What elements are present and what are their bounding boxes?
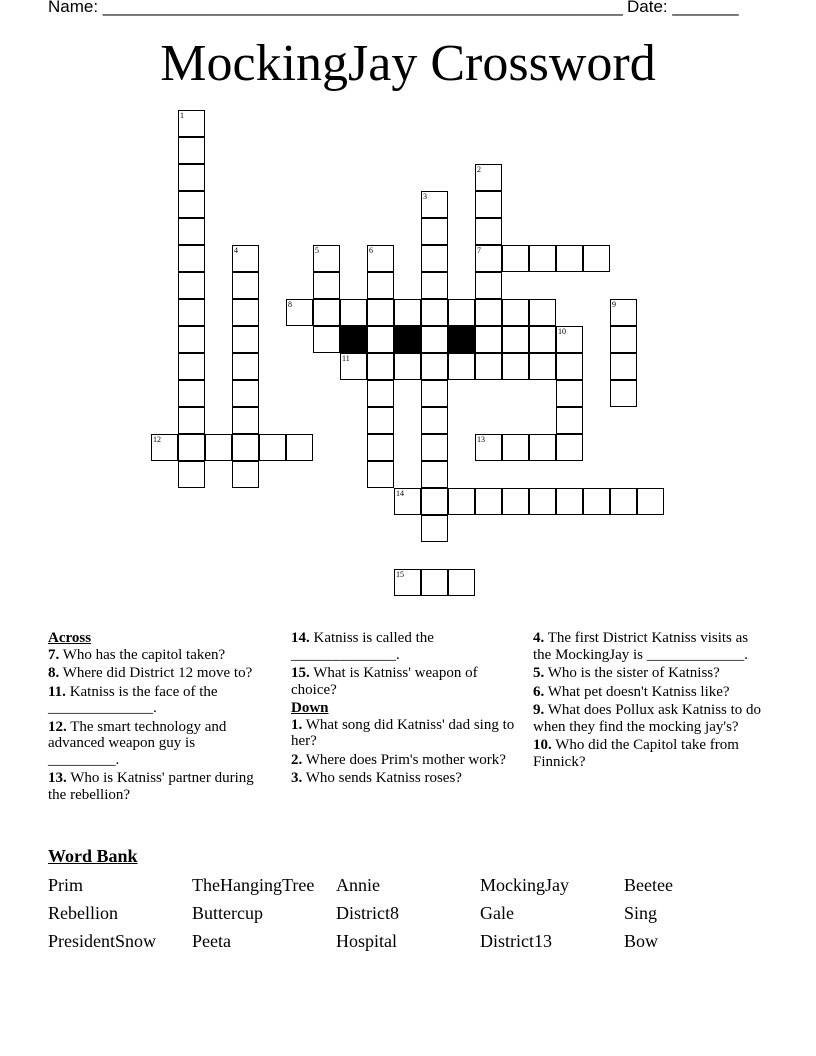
word-bank-item: Annie [336, 875, 380, 895]
grid-cell[interactable] [151, 434, 178, 461]
grid-cell[interactable] [367, 326, 394, 353]
grid-cell[interactable] [178, 380, 205, 407]
clue-text: Who is Katniss' partner during the rebellion? [48, 770, 254, 803]
clue-item [291, 752, 516, 769]
clue-number: 1 [180, 111, 184, 120]
grid-cell[interactable] [610, 380, 637, 407]
clues-column-2 [291, 630, 516, 789]
grid-cell[interactable] [502, 434, 529, 461]
word-bank-item: District13 [480, 931, 552, 951]
grid-cell[interactable] [502, 299, 529, 326]
grid-cell[interactable] [178, 353, 205, 380]
grid-cell[interactable] [610, 488, 637, 515]
grid-cell[interactable] [421, 488, 448, 515]
word-bank-item: District8 [336, 903, 399, 923]
word-bank-item: Rebellion [48, 903, 118, 923]
clue-text: Where did District 12 move to? [59, 665, 253, 681]
across-clue-list [48, 647, 268, 804]
grid-cell[interactable] [286, 434, 313, 461]
grid-cell[interactable] [313, 299, 340, 326]
grid-cell[interactable] [421, 245, 448, 272]
grid-cell[interactable] [421, 272, 448, 299]
grid-cell-blocked [394, 326, 421, 353]
grid-cell[interactable] [367, 407, 394, 434]
clue-number: 9 [612, 300, 616, 309]
grid-cell[interactable] [232, 407, 259, 434]
grid-cell[interactable] [421, 299, 448, 326]
clue-item [48, 719, 268, 769]
clue-item [533, 684, 763, 701]
grid-cell[interactable] [178, 191, 205, 218]
clue-number: 9. [533, 702, 545, 718]
grid-cell[interactable] [610, 299, 637, 326]
grid-cell[interactable] [178, 272, 205, 299]
grid-cell[interactable] [448, 569, 475, 596]
grid-cell[interactable] [475, 353, 502, 380]
grid-cell[interactable] [340, 299, 367, 326]
clue-number: 8. [48, 665, 60, 681]
clue-item [48, 647, 268, 664]
grid-cell[interactable] [556, 380, 583, 407]
word-bank-item: Sing [624, 903, 658, 923]
grid-cell[interactable] [475, 272, 502, 299]
grid-cell[interactable] [286, 299, 313, 326]
grid-cell[interactable] [232, 272, 259, 299]
clue-text: What pet doesn't Katniss like? [544, 683, 730, 700]
clue-number: 13. [48, 770, 67, 786]
clue-number: 11. [48, 683, 66, 700]
grid-cell[interactable] [475, 191, 502, 218]
across-clue-list-continued [291, 630, 516, 698]
clue-item [533, 737, 763, 770]
word-bank-item: PresidentSnow [48, 931, 156, 951]
grid-cell[interactable] [313, 326, 340, 353]
grid-cell[interactable] [232, 353, 259, 380]
down-heading: Down [291, 700, 329, 716]
clue-number: 7 [477, 246, 481, 255]
clue-number: 4 [234, 246, 238, 255]
grid-cell[interactable] [205, 434, 232, 461]
clue-item [48, 684, 268, 717]
grid-cell[interactable] [178, 218, 205, 245]
grid-cell[interactable] [232, 326, 259, 353]
clue-text: Who did the Capitol take from Finnick? [533, 737, 739, 770]
grid-cell[interactable] [556, 407, 583, 434]
grid-cell[interactable] [367, 245, 394, 272]
grid-cell[interactable] [313, 245, 340, 272]
word-bank-item: Buttercup [192, 903, 263, 923]
grid-cell[interactable] [529, 245, 556, 272]
grid-cell[interactable] [367, 461, 394, 488]
grid-cell[interactable] [475, 434, 502, 461]
page-title: MockingJay Crossword [160, 35, 656, 92]
grid-cell[interactable] [421, 569, 448, 596]
grid-cell[interactable] [502, 245, 529, 272]
clue-item [533, 702, 763, 735]
grid-cell[interactable] [367, 353, 394, 380]
clue-item [533, 665, 763, 682]
grid-cell[interactable] [421, 434, 448, 461]
grid-cell[interactable] [232, 245, 259, 272]
clue-item [48, 770, 268, 803]
grid-cell[interactable] [421, 191, 448, 218]
clue-number: 6 [369, 246, 373, 255]
grid-cell-blocked [448, 326, 475, 353]
clue-number: 5 [315, 246, 319, 255]
date-line: Date: _______ [627, 0, 739, 16]
word-bank-item: Peeta [192, 931, 231, 951]
grid-cell[interactable] [475, 218, 502, 245]
clue-number: 10 [558, 327, 566, 336]
word-bank-item: MockingJay [480, 875, 569, 895]
clues-column-3 [533, 630, 763, 772]
grid-cell[interactable] [394, 299, 421, 326]
grid-cell[interactable] [475, 488, 502, 515]
grid-cell[interactable] [475, 326, 502, 353]
grid-cell[interactable] [583, 488, 610, 515]
name-line: Name: _______________________________________________________ [48, 0, 623, 16]
grid-cell[interactable] [178, 461, 205, 488]
grid-cell[interactable] [178, 137, 205, 164]
clue-number: 14. [291, 630, 310, 646]
clue-number: 10. [533, 737, 552, 753]
grid-cell[interactable] [232, 299, 259, 326]
word-bank-item: Gale [480, 903, 514, 923]
across-heading: Across [48, 630, 92, 646]
clue-text: Who has the capitol taken? [59, 646, 226, 663]
clue-number: 13 [477, 435, 485, 444]
clue-text: Who is the sister of Katniss? [544, 665, 720, 681]
clue-number: 6. [533, 683, 545, 700]
grid-cell[interactable] [529, 326, 556, 353]
clue-text: Where does Prim's mother work? [302, 751, 506, 768]
grid-cell[interactable] [394, 353, 421, 380]
grid-cell[interactable] [178, 164, 205, 191]
grid-cell[interactable] [502, 353, 529, 380]
grid-cell[interactable] [529, 353, 556, 380]
grid-cell[interactable] [475, 299, 502, 326]
clue-item [291, 665, 516, 698]
clue-item [291, 717, 516, 750]
clue-text: Katniss is called the ______________. [291, 630, 434, 663]
clue-number: 8 [288, 300, 292, 309]
grid-cell[interactable] [178, 110, 205, 137]
grid-cell[interactable] [502, 326, 529, 353]
clue-text: What song did Katniss' dad sing to her? [291, 716, 515, 749]
grid-cell[interactable] [475, 164, 502, 191]
grid-cell[interactable] [475, 245, 502, 272]
clue-item [48, 665, 268, 682]
grid-cell[interactable] [367, 434, 394, 461]
grid-cell[interactable] [367, 299, 394, 326]
grid-cell[interactable] [178, 407, 205, 434]
word-bank-item: Hospital [336, 931, 397, 951]
grid-cell[interactable] [529, 299, 556, 326]
grid-cell[interactable] [556, 353, 583, 380]
grid-cell[interactable] [421, 461, 448, 488]
clue-number: 15. [291, 665, 310, 681]
grid-cell[interactable] [421, 380, 448, 407]
word-bank-item: Prim [48, 875, 84, 895]
grid-cell[interactable] [421, 218, 448, 245]
grid-cell[interactable] [421, 353, 448, 380]
grid-cell[interactable] [313, 272, 340, 299]
grid-cell[interactable] [529, 434, 556, 461]
grid-cell[interactable] [178, 326, 205, 353]
word-bank-item: Bow [624, 931, 659, 951]
grid-cell[interactable] [421, 515, 448, 542]
word-bank-item: Beetee [624, 875, 673, 895]
grid-cell[interactable] [610, 326, 637, 353]
grid-cell[interactable] [232, 461, 259, 488]
clue-item [291, 770, 516, 787]
clue-number: 1. [291, 716, 303, 733]
clue-number: 2. [291, 751, 303, 768]
clue-number: 7. [48, 646, 60, 663]
grid-cell[interactable] [394, 569, 421, 596]
grid-cell[interactable] [583, 245, 610, 272]
grid-cell[interactable] [259, 434, 286, 461]
clue-number: 12. [48, 718, 67, 735]
clue-number: 11 [342, 354, 350, 363]
grid-cell[interactable] [448, 299, 475, 326]
grid-cell[interactable] [367, 380, 394, 407]
clue-text: What does Pollux ask Katniss to do when they find the mocking jay's? [533, 702, 762, 735]
grid-cell[interactable] [232, 434, 259, 461]
grid-cell[interactable] [232, 380, 259, 407]
clue-text: Katniss is the face of the ______________. [48, 683, 218, 716]
grid-cell[interactable] [178, 299, 205, 326]
grid-cell[interactable] [178, 245, 205, 272]
grid-cell[interactable] [178, 434, 205, 461]
grid-cell[interactable] [340, 353, 367, 380]
grid-cell[interactable] [556, 488, 583, 515]
grid-cell[interactable] [556, 245, 583, 272]
grid-cell[interactable] [529, 488, 556, 515]
clue-text: The first District Katniss visits as the MockingJay is _____________. [533, 630, 749, 663]
clue-item [291, 630, 516, 663]
grid-cell[interactable] [367, 272, 394, 299]
grid-cell[interactable] [556, 326, 583, 353]
clue-number: 5. [533, 665, 545, 681]
clue-number: 4. [533, 630, 545, 646]
grid-cell[interactable] [421, 326, 448, 353]
grid-cell[interactable] [448, 353, 475, 380]
grid-cell[interactable] [421, 407, 448, 434]
clue-text: Who sends Katniss roses? [302, 770, 462, 786]
down-clue-list-continued [533, 630, 763, 770]
clue-number: 3. [291, 770, 303, 786]
clue-number: 2 [477, 165, 481, 174]
grid-cell[interactable] [556, 434, 583, 461]
grid-cell-blocked [340, 326, 367, 353]
down-clue-list [291, 717, 516, 787]
clue-item [533, 630, 763, 663]
grid-cell[interactable] [610, 353, 637, 380]
clue-text: What is Katniss' weapon of choice? [291, 665, 478, 698]
clue-number: 15 [396, 570, 404, 579]
grid-cell[interactable] [637, 488, 664, 515]
clue-number: 12 [153, 435, 161, 444]
word-bank-item: TheHangingTree [192, 875, 315, 895]
grid-cell[interactable] [502, 488, 529, 515]
clue-number: 14 [396, 489, 404, 498]
clue-text: The smart technology and advanced weapon guy is _________. [48, 718, 227, 768]
word-bank-title: Word Bank [48, 846, 138, 866]
clue-number: 3 [423, 192, 427, 201]
grid-cell[interactable] [448, 488, 475, 515]
grid-cell[interactable] [394, 488, 421, 515]
clues-column-1 [48, 630, 268, 805]
